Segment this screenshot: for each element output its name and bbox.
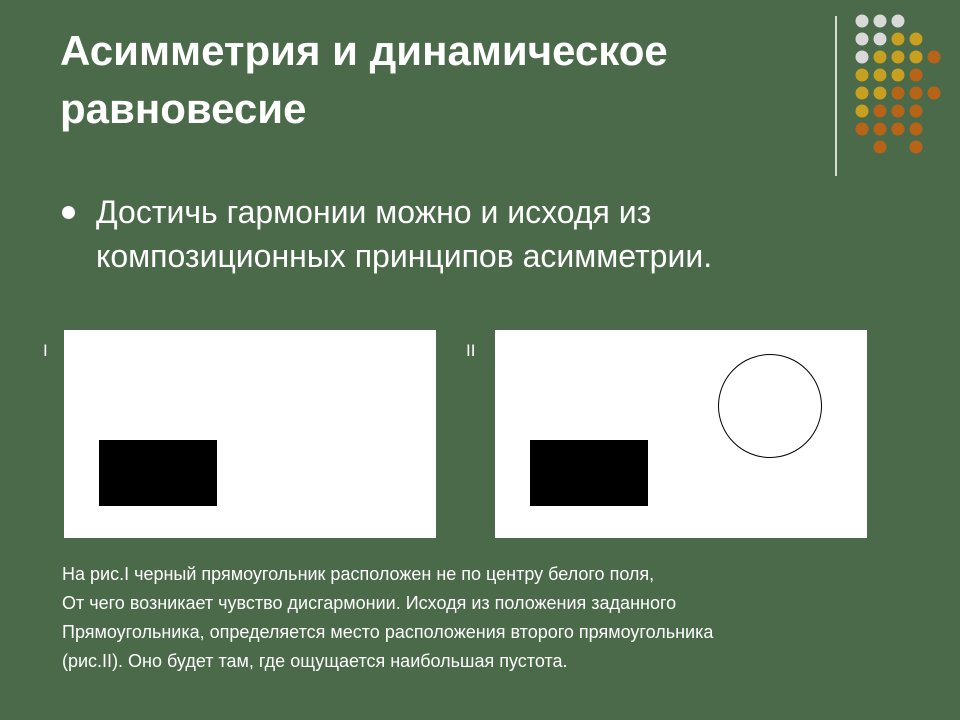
figure-2-black-rectangle bbox=[530, 440, 648, 506]
decorative-dot bbox=[892, 87, 905, 100]
decorative-dot bbox=[910, 141, 923, 154]
decorative-dot bbox=[856, 51, 869, 64]
caption-line-2: От чего возникает чувство дисгармонии. Исходя из положения заданного bbox=[62, 593, 677, 613]
figure-1-label: I bbox=[43, 341, 48, 360]
decorative-dot bbox=[892, 105, 905, 118]
slide-title bbox=[60, 22, 820, 138]
figure-2-panel bbox=[495, 330, 867, 538]
decorative-dot bbox=[892, 15, 905, 28]
bullet-line-2: композиционных принципов асимметрии. bbox=[96, 238, 713, 274]
decorative-dot bbox=[874, 15, 887, 28]
caption-line-1: На рис.I черный прямоугольник расположен не по центру белого поля, bbox=[62, 564, 655, 584]
decorative-dot bbox=[874, 87, 887, 100]
decorative-dot bbox=[910, 87, 923, 100]
decorative-dot bbox=[892, 69, 905, 82]
caption-line-4: (рис.II). Оно будет там, где ощущается наибольшая пустота. bbox=[62, 651, 568, 671]
title-line-2: равновесие bbox=[60, 85, 307, 132]
title-line-1: Асимметрия и динамическое bbox=[60, 27, 668, 74]
decorative-dot bbox=[856, 69, 869, 82]
decorative-dot bbox=[874, 69, 887, 82]
decorative-dot bbox=[874, 105, 887, 118]
decorative-dot bbox=[874, 123, 887, 136]
caption bbox=[62, 560, 942, 676]
figure-2-label: II bbox=[466, 341, 476, 360]
decorative-dot bbox=[856, 15, 869, 28]
figure-1-panel bbox=[64, 330, 436, 538]
decorative-dot bbox=[910, 69, 923, 82]
figure-2-circle bbox=[718, 354, 822, 458]
bullet-dot-icon bbox=[62, 206, 75, 219]
decorative-dot bbox=[856, 33, 869, 46]
decorative-dot bbox=[910, 105, 923, 118]
decorative-dot bbox=[874, 51, 887, 64]
decorative-dot bbox=[928, 51, 941, 64]
caption-line-3: Прямоугольника, определяется место расположения второго прямоугольника bbox=[62, 622, 714, 642]
decorative-dot bbox=[910, 123, 923, 136]
bullet-text bbox=[96, 190, 896, 278]
decorative-dot bbox=[874, 33, 887, 46]
decorative-dot bbox=[856, 123, 869, 136]
decorative-dot bbox=[910, 51, 923, 64]
decorative-dot bbox=[874, 141, 887, 154]
decorative-dot bbox=[910, 33, 923, 46]
decorative-dot bbox=[892, 123, 905, 136]
decorative-dot bbox=[892, 51, 905, 64]
decorative-dot bbox=[892, 33, 905, 46]
vertical-divider bbox=[835, 16, 837, 176]
bullet-line-1: Достичь гармонии можно и исходя из bbox=[96, 194, 652, 230]
decorative-dot bbox=[856, 87, 869, 100]
decorative-dot bbox=[928, 87, 941, 100]
figure-1-black-rectangle bbox=[99, 440, 217, 506]
decorative-dot bbox=[856, 105, 869, 118]
